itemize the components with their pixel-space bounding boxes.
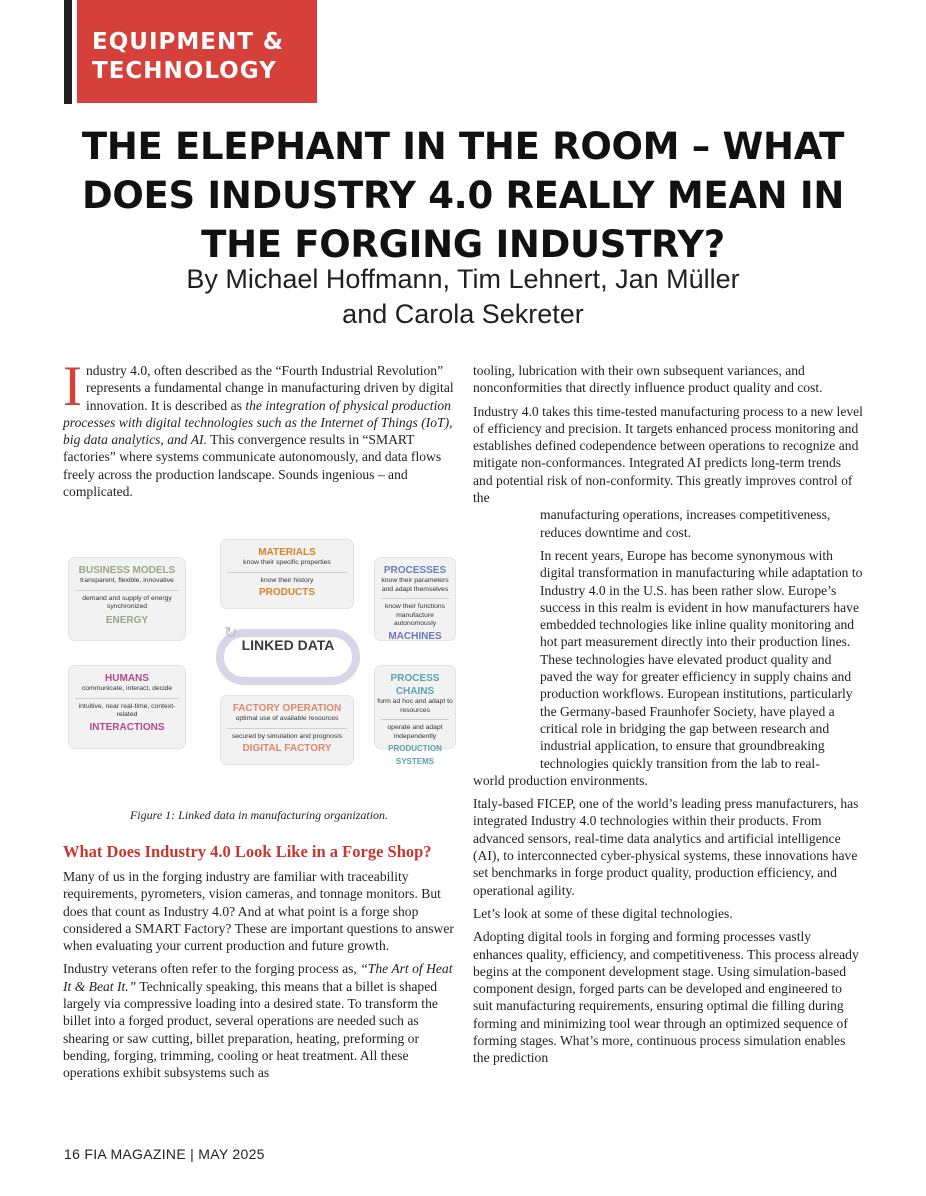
box-bottom-text: secured by simulation and prognosis	[231, 732, 343, 740]
body-paragraph: Industry 4.0 takes this time-tested manufacturing process to a new level of efficiency and precision. It targets enhanced process monitoring and establishes defined codependence between operations to recognize and mitigate non-conformances. Integrated AI predicts long-term trends and potential risk of non-conformity. This greatly improves control of the	[473, 403, 863, 506]
box-top-text: optimal use of available resources	[235, 715, 339, 722]
box-divider	[75, 590, 179, 591]
box-footer: INTERACTIONS	[89, 721, 165, 733]
box-top-text: know their specific properties	[243, 559, 331, 566]
intro-paragraph	[63, 355, 455, 506]
figure-box-business-models	[68, 557, 186, 641]
section-accent-bar	[64, 0, 72, 104]
body-paragraph: Many of us in the forging industry are familiar with traceability requirements, pyrometers, vision cameras, and tonnage monitors. But does that count as Industry 4.0? And at what point is a forge shop considered a SMART Factory? These are important questions to answer when evaluating your current production and future growth.	[63, 869, 454, 954]
figure-box-factory-operation	[220, 695, 354, 765]
section-banner	[77, 0, 317, 103]
box-bottom-text: intuitive, near real-time, context-related	[78, 702, 176, 719]
box-bottom-text: know their functions manufacture autonomously	[384, 603, 446, 628]
intro-italic: the integration of physical production processes with digital technologies such as the Internet of Things (IoT), big data analytics, and AI.	[63, 397, 453, 448]
figure-caption: Figure 1: Linked data in manufacturing organization.	[129, 808, 389, 822]
indented-block	[473, 506, 863, 771]
intro-text-1: ndustry 4.0, often described as the “Fourth Industrial Revolution” represents a fundamental change in manufacturing driven by digital innovation. It is described as	[85, 363, 454, 413]
box-footer: PRODUCTS	[258, 587, 316, 599]
box-footer: MACHINES	[388, 630, 442, 642]
box-divider	[381, 719, 449, 720]
figure-box-materials	[220, 539, 354, 609]
box-footer: DIGITAL FACTORY	[242, 743, 332, 755]
intro-text-2: This convergence results in “SMART factories” where systems communicate autonomously, and data flows freely across the production landscape. Sounds ingenious – and complicated.	[63, 432, 442, 500]
box-top-text: transparent, flexible, innovative	[80, 577, 174, 584]
box-footer: PRODUCTION SYSTEMS	[388, 744, 442, 767]
body-paragraph: world production environments.	[473, 772, 648, 788]
cycle-arrow-icon: ↻	[224, 623, 238, 642]
box-title: FACTORY OPERATION	[232, 703, 342, 714]
box-top-text: form ad hoc and adapt to resources	[377, 698, 453, 714]
body-paragraph: Adopting digital tools in forging and forming processes vastly enhances quality, efficiency, and competitiveness. This process already begins at the component development stage. Using simulation-based component design, forged parts can be developed and engineered to suit manufacturing requirements, ensuring optimal die filling during forming and minimizing tool wear through an optimized sequence of forming stages. What’s more, continuous process simulation enables the prediction	[473, 929, 859, 1066]
body-paragraph: Let’s look at some of these digital technologies.	[473, 905, 733, 921]
box-divider	[227, 572, 347, 573]
box-bottom-text: know their history	[260, 576, 314, 584]
figure-box-processes	[374, 557, 456, 641]
body-paragraph: tooling, lubrication with their own subsequent variances, and nonconformities that directly influence product quality and cost.	[473, 363, 823, 396]
left-body	[63, 868, 455, 1088]
box-divider	[227, 728, 347, 729]
drop-cap: I	[63, 355, 82, 418]
box-title: BUSINESS MODELS	[78, 565, 176, 576]
page-folio: 16 FIA MAGAZINE | MAY 2025	[64, 1146, 265, 1162]
box-bottom-text: demand and supply of energy synchronized	[82, 594, 172, 611]
byline-line1: By Michael Hoffmann, Tim Lehnert, Jan Müller	[186, 264, 740, 294]
box-title: PROCESS CHAINS	[390, 673, 440, 697]
box-top-text: know their parameters and adapt themselves	[381, 577, 449, 593]
box-title: HUMANS	[105, 673, 149, 684]
box-footer: ENERGY	[105, 614, 149, 626]
figure-box-process-chains	[374, 665, 456, 767]
body-paragraph: manufacturing operations, increases competitiveness, reduces downtime and cost.	[540, 507, 831, 540]
byline	[60, 262, 866, 332]
box-divider	[75, 698, 179, 699]
body-paragraph: Italy-based FICEP, one of the world’s leading press manufacturers, has integrated Industry 4.0 technologies within their products. From advanced sensors, real-time data analytics and artificial intelligence (AI), to interconnected cyber-physical systems, these innovations have set benchmarks in forge product quality, production efficiency, and operational agility.	[473, 796, 859, 898]
veterans-quote: “The Art of Heat It & Beat It.”	[63, 961, 453, 994]
box-bottom-text: operate and adapt independently	[387, 724, 443, 740]
box-top-text: communicate, interact, decide	[81, 685, 173, 692]
box-title: PROCESSES	[383, 565, 447, 576]
byline-line2: and Carola Sekreter	[342, 299, 584, 329]
veterans-text-1: Industry veterans often refer to the forging process as,	[63, 961, 361, 977]
linked-data-figure	[64, 537, 456, 769]
box-divider	[381, 598, 449, 599]
section-subhead: What Does Industry 4.0 Look Like in a Forge Shop?	[63, 842, 432, 861]
section-label-line2: TECHNOLOGY	[92, 58, 277, 84]
section-label-line1: EQUIPMENT &	[92, 29, 284, 55]
article-title: THE ELEPHANT IN THE ROOM – WHAT DOES INDUSTRY 4.0 REALLY MEAN IN THE FORGING INDUSTRY?	[81, 125, 845, 266]
linked-data-label: LINKED DATA	[241, 637, 335, 653]
veterans-text-2: Technically speaking, this means that a billet is shaped largely via compressive loading into a desired state. To transform the billet into a forged product, several operations are needed such as shearing or saw cutting, billet preparation, heating, preforming or bending, forging, trimming, cooling or heat treatment. All these operations exhibit subsystems such as	[63, 978, 438, 1081]
figure-box-humans	[68, 665, 186, 749]
box-title: MATERIALS	[258, 547, 316, 558]
body-paragraph: In recent years, Europe has become synonymous with digital transformation in manufacturing while adaptation to Industry 4.0 in the U.S. has been rather slow. Europe’s success in this realm is evident in how manufacturers have embedded technologies like inline quality monitoring and hot part measurement directly into their production lines. These technologies have elevated product quality and paved the way for greater efficiency in supply chains and production workflows. European institutions, particularly the Germany-based Fraunhofer Society, have played a critical role in bridging the gap between research and industrial application, to ensure that groundbreaking technologies quickly transition from the lab to real-	[540, 547, 863, 771]
right-body	[473, 362, 863, 1073]
body-paragraph-veterans	[63, 960, 455, 1081]
